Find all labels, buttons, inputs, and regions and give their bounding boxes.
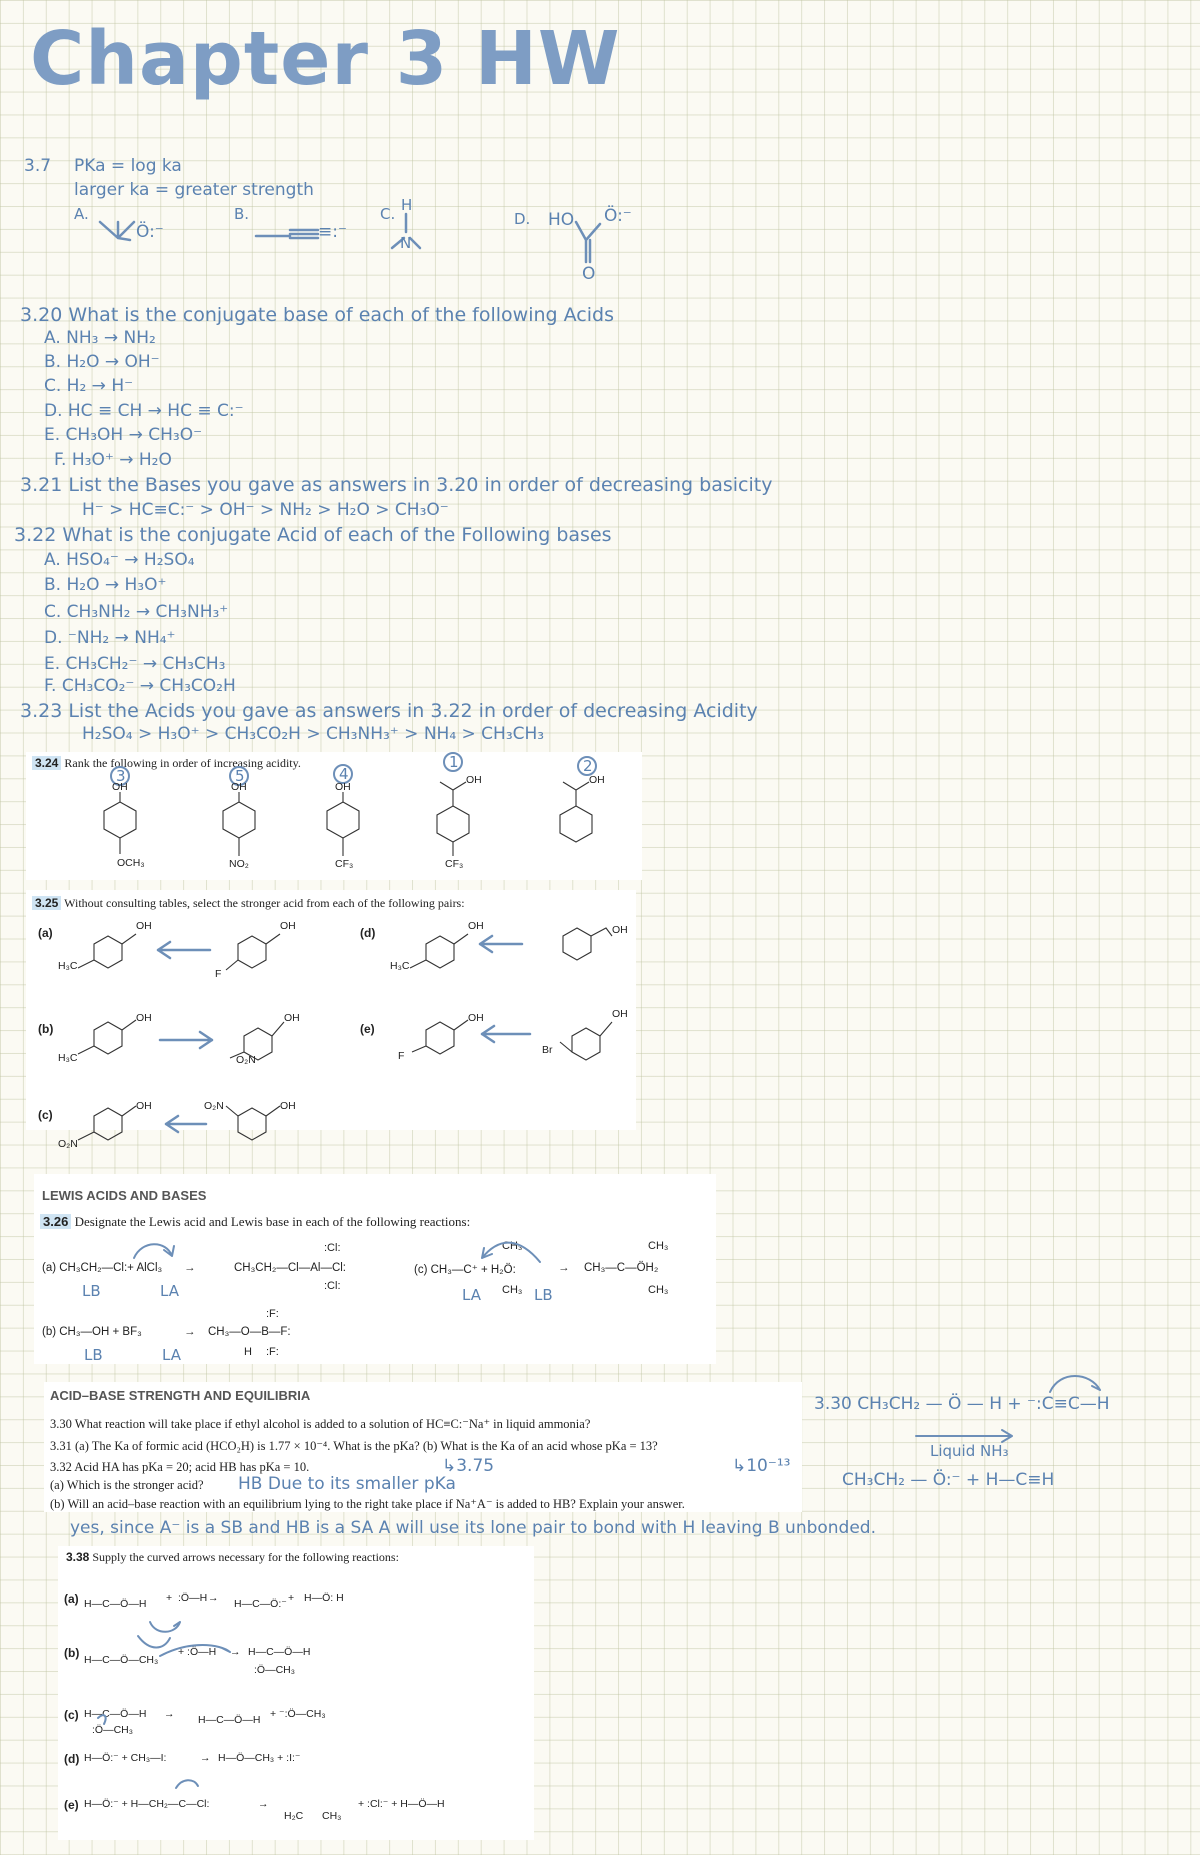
q338-part-b: (b)	[64, 1646, 80, 1660]
q37-struct-d-ho: HO	[548, 210, 575, 230]
q37-line1: PKa = log ka	[74, 156, 182, 176]
q338d-reactants: H—Ö:⁻ + CH₃—I:	[84, 1752, 167, 1764]
q324-top-5: OH	[589, 774, 605, 786]
q326c-ch3-top: CH₃	[502, 1240, 523, 1252]
q323-answer: H₂SO₄ > H₃O⁺ > CH₃CO₂H > CH₃NH₃⁺ > NH₄ > CH₃CH₃	[82, 724, 545, 744]
q332a-answer: HB Due to its smaller pKa	[238, 1474, 456, 1494]
q322-item-b: B. H₂O → H₃O⁺	[44, 575, 167, 595]
q338-label: 3.38	[66, 1550, 90, 1564]
q338a-p1: H—C—Ö:⁻	[234, 1598, 287, 1610]
q37-struct-b: ≡:⁻	[318, 222, 347, 242]
q325-part-d: (d)	[360, 926, 376, 940]
q326b-f-top: :F:	[266, 1308, 279, 1320]
q325-part-b: (b)	[38, 1022, 54, 1036]
q37-label-a: A.	[74, 205, 89, 223]
q325d-h3c: H₃C	[390, 960, 410, 972]
q37-label-b: B.	[234, 205, 250, 223]
q325a-h3c: H₃C	[58, 960, 78, 972]
q37-struct-d-o: Ö:⁻	[604, 206, 632, 226]
q320-item-f: F. H₃O⁺ → H₂O	[54, 450, 172, 470]
q320-item-b: B. H₂O → OH⁻	[44, 352, 160, 372]
q320-item-a: A. NH₃ → NH₂	[44, 328, 156, 348]
q324-bottom-4: CF₃	[445, 858, 464, 870]
q37-struct-d-o2: O	[582, 264, 596, 284]
q326b-reactants: (b) CH₃—OH + BF₃	[42, 1326, 142, 1338]
q326b-f-bottom: :F:	[266, 1346, 279, 1358]
q321-answer: H⁻ > HC≡C:⁻ > OH⁻ > NH₂ > H₂O > CH₃O⁻	[82, 500, 449, 520]
q37-number: 3.7	[24, 156, 52, 176]
q322-item-a: A. HSO₄⁻ → H₂SO₄	[44, 550, 195, 570]
q338-card: 3.38 Supply the curved arrows necessary for the following reactions: (a) (b) (c) (d) (e) H—C—Ö—H + :Ö—H → H—C—Ö:⁻ + H—Ö: H H—C—Ö—CH₃ + :Ö—H → H—C—Ö—H :Ö—CH₃ H—C—Ö—H :Ö—CH₃ → H—C—Ö—H + ⁻:Ö—CH₃ H—Ö:⁻ + CH₃—I: → H—Ö—CH₃ + :I:⁻ H—Ö:⁻ + H—CH₂—C—Cl: → H₂C CH₃ + :Cl:⁻ + H—Ö—H	[58, 1546, 534, 1840]
q325a-oh-2: OH	[280, 920, 296, 932]
q325c-o2n-1: O₂N	[58, 1138, 78, 1150]
q338c-r1: H—C—Ö—H	[84, 1708, 147, 1720]
q338a-p2: H—Ö: H	[304, 1592, 344, 1604]
q322-item-f: F. CH₃CO₂⁻ → CH₃CO₂H	[44, 676, 236, 696]
q325-part-e: (e)	[360, 1022, 375, 1036]
q338-part-a: (a)	[64, 1592, 79, 1606]
q320-item-d: D. HC ≡ CH → HC ≡ C:⁻	[44, 401, 244, 421]
q37-struct-a: Ö:⁻	[136, 222, 164, 242]
q324-top-3: OH	[335, 781, 351, 793]
q330-side-line2: CH₃CH₂ — Ö:⁻ + H—C≡H	[842, 1470, 1055, 1490]
q325b-o2n: O₂N	[236, 1054, 256, 1066]
q331-question: 3.31 (a) The Ka of formic acid (HCO₂H) is 1.77 × 10⁻⁴. What is the pKa? (b) What is the Ka of an acid whose pKa = 13?	[50, 1439, 658, 1453]
q326a-cl-top: :Cl:	[324, 1242, 341, 1254]
q324-bottom-1: OCH₃	[117, 857, 145, 869]
q326c-lb: LB	[534, 1286, 553, 1304]
q326c-la: LA	[462, 1286, 481, 1304]
q326-label: 3.26	[40, 1214, 71, 1229]
q338c-r1b: :Ö—CH₃	[92, 1724, 134, 1736]
q332-question: 3.32 Acid HA has pKa = 20; acid HB has pKa = 10.	[50, 1460, 310, 1474]
q323-header: 3.23 List the Acids you gave as answers in 3.22 in order of decreasing Acidity	[20, 700, 758, 722]
q320-item-c: C. H₂ → H⁻	[44, 376, 134, 396]
q338e-p1: H₂C	[284, 1810, 304, 1822]
q325-prompt: Without consulting tables, select the stronger acid from each of the following pairs:	[64, 896, 465, 910]
q338e-p2: CH₃	[322, 1810, 342, 1822]
q338c-p2: + ⁻:Ö—CH₃	[270, 1708, 326, 1720]
q338a-plus2: +	[288, 1592, 295, 1604]
q324-rank-3: 4	[339, 765, 349, 783]
q338a-r2: :Ö—H	[178, 1592, 208, 1604]
q37-label-d: D.	[514, 210, 531, 228]
q322-item-d: D. ⁻NH₂ → NH₄⁺	[44, 628, 176, 648]
q324-rank-4: 1	[449, 753, 459, 771]
q324-bottom-2: NO₂	[229, 858, 249, 870]
q338-part-d: (d)	[64, 1752, 80, 1766]
q320-item-e: E. CH₃OH → CH₃O⁻	[44, 425, 203, 445]
q332b-answer: yes, since A⁻ is a SB and HB is a SA A will use its lone pair to bond with H leaving B unbonded.	[70, 1518, 877, 1538]
q325c-oh-1: OH	[136, 1100, 152, 1112]
equilibria-section-title: ACID–BASE STRENGTH AND EQUILIBRIA	[50, 1388, 311, 1403]
q37-line2: larger ka = greater strength	[74, 180, 314, 200]
q320-header: 3.20 What is the conjugate base of each of the following Acids	[20, 304, 614, 326]
q324-bottom-3: CF₃	[335, 858, 354, 870]
q37-struct-c-n: N	[400, 234, 412, 252]
q325e-f: F	[398, 1050, 405, 1062]
q326a-la: LA	[160, 1282, 179, 1300]
q331a-answer: ↳3.75	[442, 1456, 495, 1476]
q326b-h: H	[244, 1346, 252, 1358]
q326b-product: CH₃—O—B—F:	[208, 1326, 291, 1338]
q324-rank-1: 3	[116, 767, 126, 785]
q37-struct-c-h: H	[401, 196, 413, 214]
q338c-p1: H—C—Ö—H	[198, 1714, 261, 1726]
q325e-br: Br	[542, 1044, 553, 1056]
q325a-oh-1: OH	[136, 920, 152, 932]
q325e-oh-2: OH	[612, 1008, 628, 1020]
q326a-product: CH₃CH₂—Cl—Al—Cl:	[234, 1262, 347, 1274]
lewis-card: LEWIS ACIDS AND BASES 3.26 Designate the Lewis acid and Lewis base in each of the following reactions: (a) CH₃CH₂—Cl:+ AlCl₃ → CH₃CH₂—Cl—Al—Cl: :Cl: :Cl: (c) CH₃—C⁺ + H₂Ö: → CH₃—C—ÖH₂ CH₃ CH₃ CH₃ CH₃ (b) CH₃—OH + BF₃ → CH₃—O—B—F: :F: H :F:	[34, 1174, 716, 1364]
q330-side-line1: 3.30 CH₃CH₂ — Ö — H + ⁻:C≡C—H	[814, 1394, 1110, 1414]
q332a-question: (a) Which is the stronger acid?	[50, 1478, 204, 1492]
q325d-oh-2: OH	[612, 924, 628, 936]
q325-label: 3.25	[32, 896, 61, 910]
q325b-oh-1: OH	[136, 1012, 152, 1024]
q325c-oh-2: OH	[280, 1100, 296, 1112]
q326-prompt: Designate the Lewis acid and Lewis base in each of the following reactions:	[74, 1214, 471, 1229]
q338e-p3: + :Cl:⁻ + H—Ö—H	[358, 1798, 445, 1810]
q326a-reactants: (a) CH₃CH₂—Cl:+ AlCl₃	[42, 1262, 163, 1274]
q331b-answer: ↳10⁻¹³	[732, 1456, 791, 1476]
q324-label: 3.24	[32, 756, 61, 770]
q338-part-e: (e)	[64, 1798, 79, 1812]
q325c-o2n-2: O₂N	[204, 1100, 224, 1112]
q338b-p1b: :Ö—CH₃	[254, 1664, 296, 1676]
q326b-la: LA	[162, 1346, 181, 1364]
q324-prompt: Rank the following in order of increasing acidity.	[64, 756, 301, 770]
q326c-prod-ch3-bottom: CH₃	[648, 1284, 669, 1296]
q37-label-c: C.	[380, 205, 396, 223]
q325d-oh-1: OH	[468, 920, 484, 932]
q325-part-a: (a)	[38, 926, 53, 940]
q325b-oh-2: OH	[284, 1012, 300, 1024]
q322-header: 3.22 What is the conjugate Acid of each of the Following bases	[14, 524, 612, 546]
q325e-oh-1: OH	[468, 1012, 484, 1024]
q338-prompt: Supply the curved arrows necessary for the following reactions:	[92, 1550, 399, 1564]
q326b-lb: LB	[84, 1346, 103, 1364]
q338b-r2: + :Ö—H	[178, 1646, 217, 1658]
q322-item-c: C. CH₃NH₂ → CH₃NH₃⁺	[44, 602, 229, 622]
q321-header: 3.21 List the Bases you gave as answers in 3.20 in order of decreasing basicity	[20, 474, 773, 496]
q326c-reactants: (c) CH₃—C⁺ + H₂Ö:	[414, 1264, 516, 1276]
q324-top-2: OH	[231, 781, 247, 793]
q326c-ch3-bottom: CH₃	[502, 1284, 523, 1296]
q325-part-c: (c)	[38, 1108, 53, 1122]
q324-top-4: OH	[466, 774, 482, 786]
q338d-products: H—Ö—CH₃ + :I:⁻	[218, 1752, 301, 1764]
q338e-reactants: H—Ö:⁻ + H—CH₂—C—Cl:	[84, 1798, 210, 1810]
q338a-r1: H—C—Ö—H	[84, 1598, 147, 1610]
q338b-p1: H—C—Ö—H	[248, 1646, 311, 1658]
q326a-lb: LB	[82, 1282, 101, 1300]
q338a-plus: +	[166, 1592, 173, 1604]
q326c-product: CH₃—C—ÖH₂	[584, 1262, 659, 1274]
q338-part-c: (c)	[64, 1708, 79, 1722]
q338b-r1: H—C—Ö—CH₃	[84, 1654, 159, 1666]
q325a-f: F	[215, 968, 222, 980]
page-title: Chapter 3 HW	[30, 16, 621, 102]
q330-side-condition: Liquid NH₃	[930, 1442, 1009, 1460]
q324-rank-5: 2	[583, 757, 593, 775]
q324-top-1: OH	[112, 781, 128, 793]
q326a-cl-bottom: :Cl:	[324, 1280, 341, 1292]
lewis-section-title: LEWIS ACIDS AND BASES	[42, 1188, 207, 1203]
q325b-h3c: H₃C	[58, 1052, 78, 1064]
q326c-prod-ch3-top: CH₃	[648, 1240, 669, 1252]
q322-item-e: E. CH₃CH₂⁻ → CH₃CH₃	[44, 654, 226, 674]
q324-rank-2: 5	[235, 767, 245, 785]
q332b-question: (b) Will an acid–base reaction with an equilibrium lying to the right take place if Na⁺A⁻ is added to HB? Explain your answer.	[50, 1497, 685, 1511]
q330-question: 3.30 What reaction will take place if ethyl alcohol is added to a solution of HC≡C:⁻Na⁺ in liquid ammonia?	[50, 1417, 591, 1431]
